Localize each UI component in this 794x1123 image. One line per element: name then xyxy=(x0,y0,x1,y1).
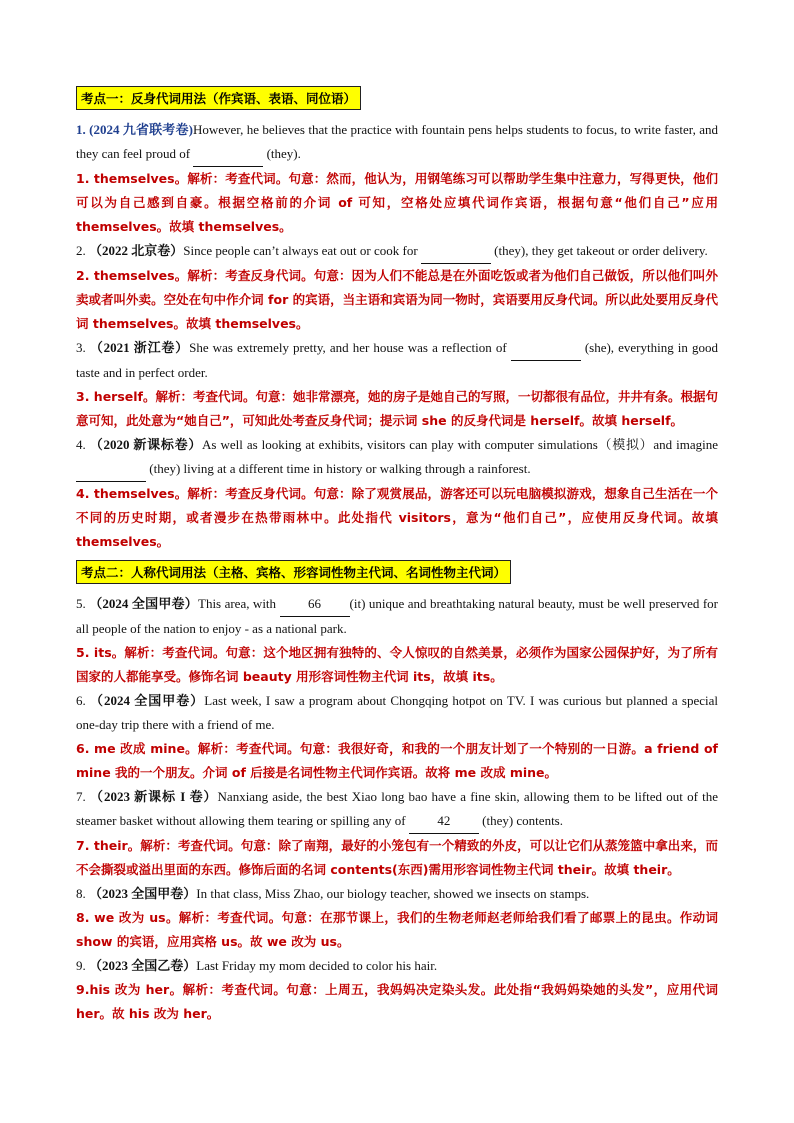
question-text xyxy=(76,239,718,264)
question-stem: Since people can’t always eat out or cook for xyxy=(183,243,421,258)
question-source: （2023 新课标 I 卷） xyxy=(89,789,218,804)
question-source: （2023 全国乙卷） xyxy=(89,958,197,973)
answer-blank[interactable] xyxy=(76,457,146,482)
question-stem: This area, with xyxy=(198,596,280,611)
answer-blank[interactable] xyxy=(421,239,491,264)
question-source: (2024 九省联考卷) xyxy=(89,122,193,137)
answer-blank[interactable]: 42 xyxy=(409,809,479,834)
answer-explanation: 8. we 改为 us。解析：考查代词。句意：在那节课上，我们的生物老师赵老师给我们看了邮票上的昆虫。作动词 show 的宾语，应用宾格 us。故 we 改为 us。 xyxy=(76,910,718,949)
answer-blank[interactable]: 66 xyxy=(280,592,350,617)
section-heading: 考点一：反身代词用法（作宾语、表语、同位语） xyxy=(76,86,361,110)
question-number: 1. xyxy=(76,122,90,137)
question-number: 3. xyxy=(76,340,90,355)
question-stem: Nanxiang aside, the best Xiao long bao have a fine skin, allowing them to be lifted out of the steamer basket without allowing them tearing or spilling any of xyxy=(76,789,719,828)
question-number: 7. xyxy=(76,789,90,804)
question-source: （2024 全国甲卷） xyxy=(89,596,198,611)
question-source: （2024 全国甲卷） xyxy=(90,693,205,708)
question-number: 9. xyxy=(76,958,89,973)
question-text xyxy=(76,785,718,834)
question-number: 5. xyxy=(76,596,90,611)
question-stem-end: (they) living at a different time in history or walking through a rainforest. xyxy=(146,461,531,476)
section-heading: 考点二：人称代词用法（主格、宾格、形容词性物主代词、名词性物主代词） xyxy=(76,560,511,584)
answer-explanation: 9.his 改为 her。解析：考查代词。句意：上周五，我妈妈决定染头发。此处指“我妈妈染她的头发”，应用代词 her。故 his 改为 her。 xyxy=(76,982,718,1021)
question-stem: As well as looking at exhibits, visitors can play with computer simulations（模拟）and imagine xyxy=(202,437,718,452)
answer-explanation: 3. herself。解析：考查代词。句意：她非常漂亮，她的房子是她自己的写照，一切都很有品位，井井有条。根据句意可知，此处意为“她自己”，可知此处考查反身代词；提示词 she 的反身代词是 herself。故填 herself。 xyxy=(76,389,718,428)
question-text xyxy=(76,433,718,482)
question-stem-end: (they) contents. xyxy=(478,813,563,828)
question-stem: Last week, I saw a program about Chongqing hotpot on TV. I was curious but planned a special one-day trip there with a friend of me. xyxy=(76,693,719,732)
question-text xyxy=(76,336,718,385)
question-number: 8. xyxy=(76,886,89,901)
question-stem: Last Friday my mom decided to color his hair. xyxy=(196,958,438,973)
question-stem: However, he believes that the practice with fountain pens helps students to focus, to write faster, and they can feel proud of xyxy=(76,122,719,161)
question-stem: She was extremely pretty, and her house was a reflection of xyxy=(189,340,511,355)
question-number: 4. xyxy=(76,437,90,452)
document-page xyxy=(76,86,718,1026)
question-text xyxy=(76,689,718,737)
answer-explanation: 5. its。解析：考查代词。句意：这个地区拥有独特的、令人惊叹的自然美景，必须作为国家公园保护好，为了所有国家的人都能享受。修饰名词 beauty 用形容词性物主代词 its，故填 its。 xyxy=(76,645,718,684)
question-source: （2023 全国甲卷） xyxy=(89,886,197,901)
question-source: （2020 新课标卷） xyxy=(89,437,203,452)
question-source: （2021 浙江卷） xyxy=(89,340,190,355)
answer-blank[interactable] xyxy=(511,336,581,361)
question-source: （2022 北京卷） xyxy=(89,243,184,258)
question-text xyxy=(76,592,718,641)
answer-explanation: 2. themselves。解析：考查反身代词。句意：因为人们不能总是在外面吃饭或者为他们自己做饭，所以他们叫外卖或者叫外卖。空处在句中作介词 for 的宾语，当主语和宾语为同一物时，宾语要用反身代词。所以此处要用反身代词 themselves。故填 themselves。 xyxy=(76,268,718,331)
answer-explanation: 1. themselves。解析：考查代词。句意：然而，他认为，用钢笔练习可以帮助学生集中注意力，写得更快，他们可以为自己感到自豪。根据空格前的介词 of 可知，空格处应填代词作宾语，根据句意“他们自己”应用 themselves。故填 themselves。 xyxy=(76,171,718,234)
question-number: 2. xyxy=(76,243,89,258)
question-text xyxy=(76,118,718,167)
answer-explanation: 4. themselves。解析：考查反身代词。句意：除了观赏展品，游客还可以玩电脑模拟游戏，想象自己生活在一个不同的历史时期，或者漫步在热带雨林中。此处指代 visitors，意为“他们自己”，应使用反身代词。故填 themselves。 xyxy=(76,486,718,549)
question-number: 6. xyxy=(76,693,91,708)
answer-explanation: 7. their。解析：考查代词。句意：除了南翔，最好的小笼包有一个精致的外皮，可以让它们从蒸笼篮中拿出来，而不会撕裂或溢出里面的东西。修饰后面的名词 contents(东西)需用形容词性物主代词 their。故填 their。 xyxy=(76,838,718,877)
answer-explanation: 6. me 改成 mine。解析：考查代词。句意：我很好奇，和我的一个朋友计划了一个特别的一日游。a friend of mine 我的一个朋友。介词 of 后接是名词性物主代词作宾语。故将 me 改成 mine。 xyxy=(76,741,718,780)
question-text xyxy=(76,882,718,906)
answer-blank[interactable] xyxy=(193,142,263,167)
question-stem-end: (it) unique and breathtaking natural beauty, must be well preserved for all people of the nation to enjoy - as a national park. xyxy=(76,596,718,636)
question-stem-end: (she), everything in good taste and in perfect order. xyxy=(76,340,719,380)
question-text xyxy=(76,954,718,978)
question-stem: In that class, Miss Zhao, our biology teacher, showed we insects on stamps. xyxy=(196,886,590,901)
question-stem-end: (they), they get takeout or order delivery. xyxy=(490,243,708,258)
question-stem-end: (they). xyxy=(263,146,301,161)
